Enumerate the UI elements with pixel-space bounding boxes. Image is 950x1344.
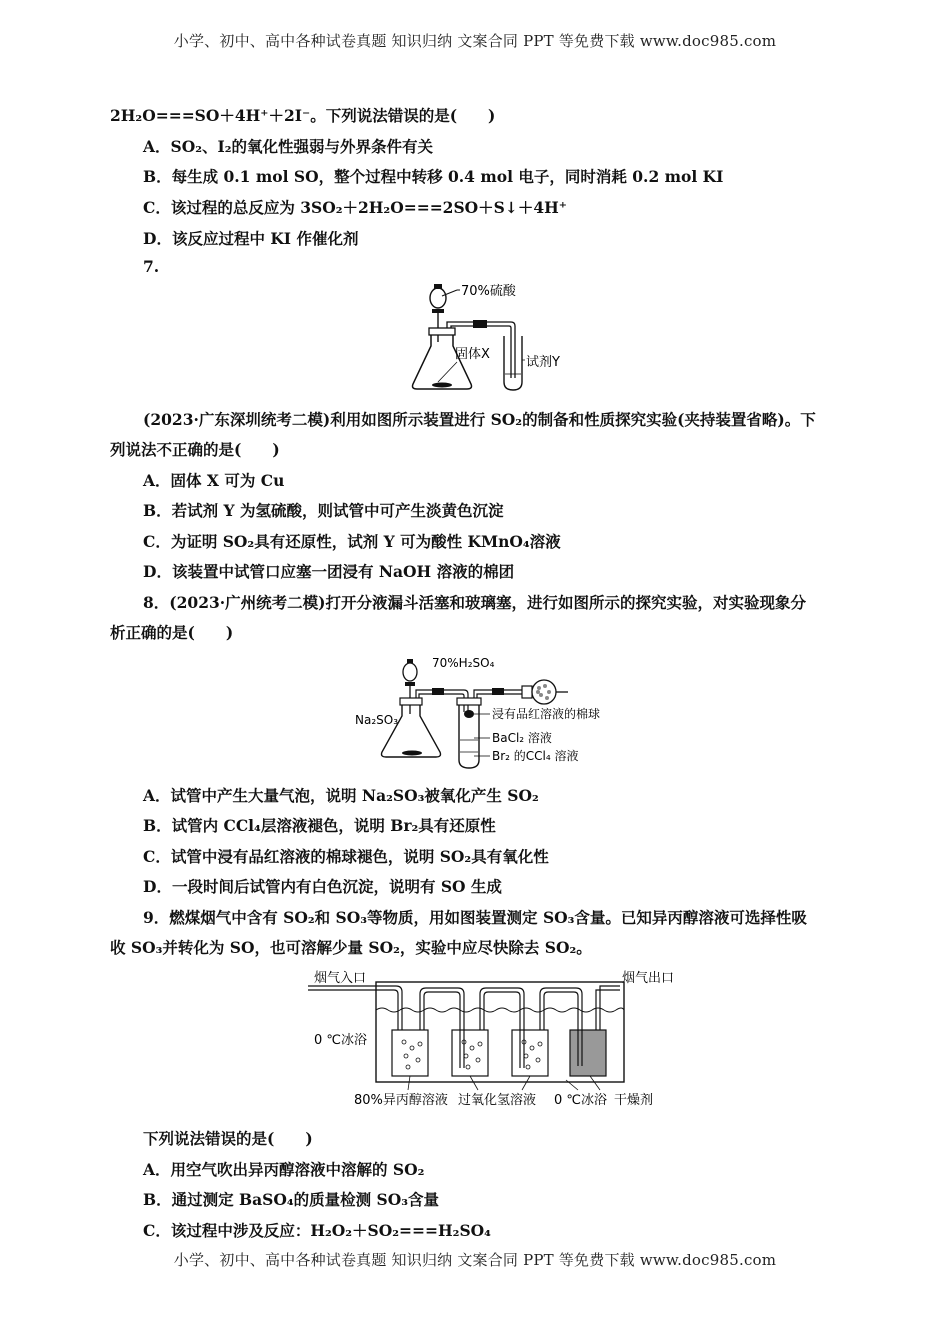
q7-option-b: B．若试剂 Y 为氢硫酸，则试管中可产生淡黄色沉淀 (143, 501, 504, 520)
q9-label-outlet: 烟气出口 (622, 971, 675, 986)
q9-apparatus-figure (308, 970, 718, 1112)
q9-question: 下列说法错误的是( ) (143, 1129, 313, 1148)
q8-label-cotton: 浸有品红溶液的棉球 (492, 707, 601, 721)
q9-option-a: A．用空气吹出异丙醇溶液中溶解的 SO₂ (143, 1160, 425, 1179)
q8-stem-line2: 析正确的是( ) (110, 623, 234, 642)
q7-apparatus-figure (405, 282, 575, 394)
q8-option-a: A．试管中产生大量气泡，说明 Na₂SO₃被氧化产生 SO₂ (143, 786, 539, 805)
q8-apparatus-figure (352, 652, 602, 772)
page-header: 小学、初中、高中各种试卷真题 知识归纳 文案合同 PPT 等免费下载 www.doc985.com (173, 32, 777, 50)
q9-label-inlet: 烟气入口 (314, 971, 367, 986)
q7-option-c: C．为证明 SO₂具有还原性，试剂 Y 可为酸性 KMnO₄溶液 (143, 532, 561, 551)
q6-option-a: A．SO₂、I₂的氧化性强弱与外界条件有关 (143, 137, 434, 156)
q8-option-c: C．试管中浸有品红溶液的棉球褪色，说明 SO₂具有氧化性 (143, 847, 549, 866)
q9-option-b: B．通过测定 BaSO₄的质量检测 SO₃含量 (143, 1190, 440, 1209)
q9-stem-line1: 9．燃煤烟气中含有 SO₂和 SO₃等物质，用如图装置测定 SO₃含量。已知异丙醇溶液可选择性吸 (143, 908, 807, 927)
q8-label-bacl2: BaCl₂ 溶液 (492, 731, 552, 745)
q7-label-reagent: 试剂Y (526, 355, 560, 370)
q8-option-b: B．试管内 CCl₄层溶液褪色，说明 Br₂具有还原性 (143, 816, 496, 835)
q9-label-bath-bottom: 0 ℃冰浴 (554, 1093, 608, 1108)
q9-label-peroxide: 过氧化氢溶液 (458, 1093, 537, 1108)
q7-option-d: D．该装置中试管口应塞一团浸有 NaOH 溶液的棉团 (143, 562, 515, 581)
q8-label-acid: 70%H₂SO₄ (432, 656, 495, 670)
q7-option-a: A．固体 X 可为 Cu (143, 471, 285, 490)
q6-stem: 2H₂O===SO＋4H⁺＋2I⁻。下列说法错误的是( ) (110, 106, 496, 125)
q7-label-solid: 固体X (455, 347, 490, 362)
q8-option-d: D．一段时间后试管内有白色沉淀，说明有 SO 生成 (143, 877, 502, 896)
q7-label-acid: 70%硫酸 (461, 284, 516, 299)
q9-label-bath-left: 0 ℃冰浴 (314, 1033, 368, 1048)
q6-option-b: B．每生成 0.1 mol SO，整个过程中转移 0.4 mol 电子，同时消耗 0.2 mol KI (143, 167, 724, 186)
q7-number: 7. (143, 257, 160, 276)
q6-option-d: D．该反应过程中 KI 作催化剂 (143, 229, 359, 248)
q9-stem-line2: 收 SO₃并转化为 SO，也可溶解少量 SO₂，实验中应尽快除去 SO₂。 (110, 938, 592, 957)
q8-stem-line1: 8．(2023·广州统考二模)打开分液漏斗活塞和玻璃塞，进行如图所示的探究实验，对实验现象分 (143, 593, 806, 612)
q9-label-desiccant: 干燥剂 (614, 1093, 654, 1108)
q8-label-br2: Br₂ 的CCl₄ 溶液 (492, 749, 579, 763)
q9-option-c: C．该过程中涉及反应：H₂O₂＋SO₂===H₂SO₄ (143, 1221, 491, 1240)
q9-label-isopropanol: 80%异丙醇溶液 (354, 1093, 448, 1108)
q7-stem-line1: (2023·广东深圳统考二模)利用如图所示装置进行 SO₂的制备和性质探究实验(夹持装置省略)。下 (143, 410, 816, 429)
q7-stem-line2: 列说法不正确的是( ) (110, 440, 280, 459)
page-footer: 小学、初中、高中各种试卷真题 知识归纳 文案合同 PPT 等免费下载 www.doc985.com (173, 1251, 777, 1269)
q8-label-salt: Na₂SO₃ (355, 713, 399, 727)
q6-option-c: C．该过程的总反应为 3SO₂＋2H₂O===2SO＋S↓＋4H⁺ (143, 198, 567, 217)
